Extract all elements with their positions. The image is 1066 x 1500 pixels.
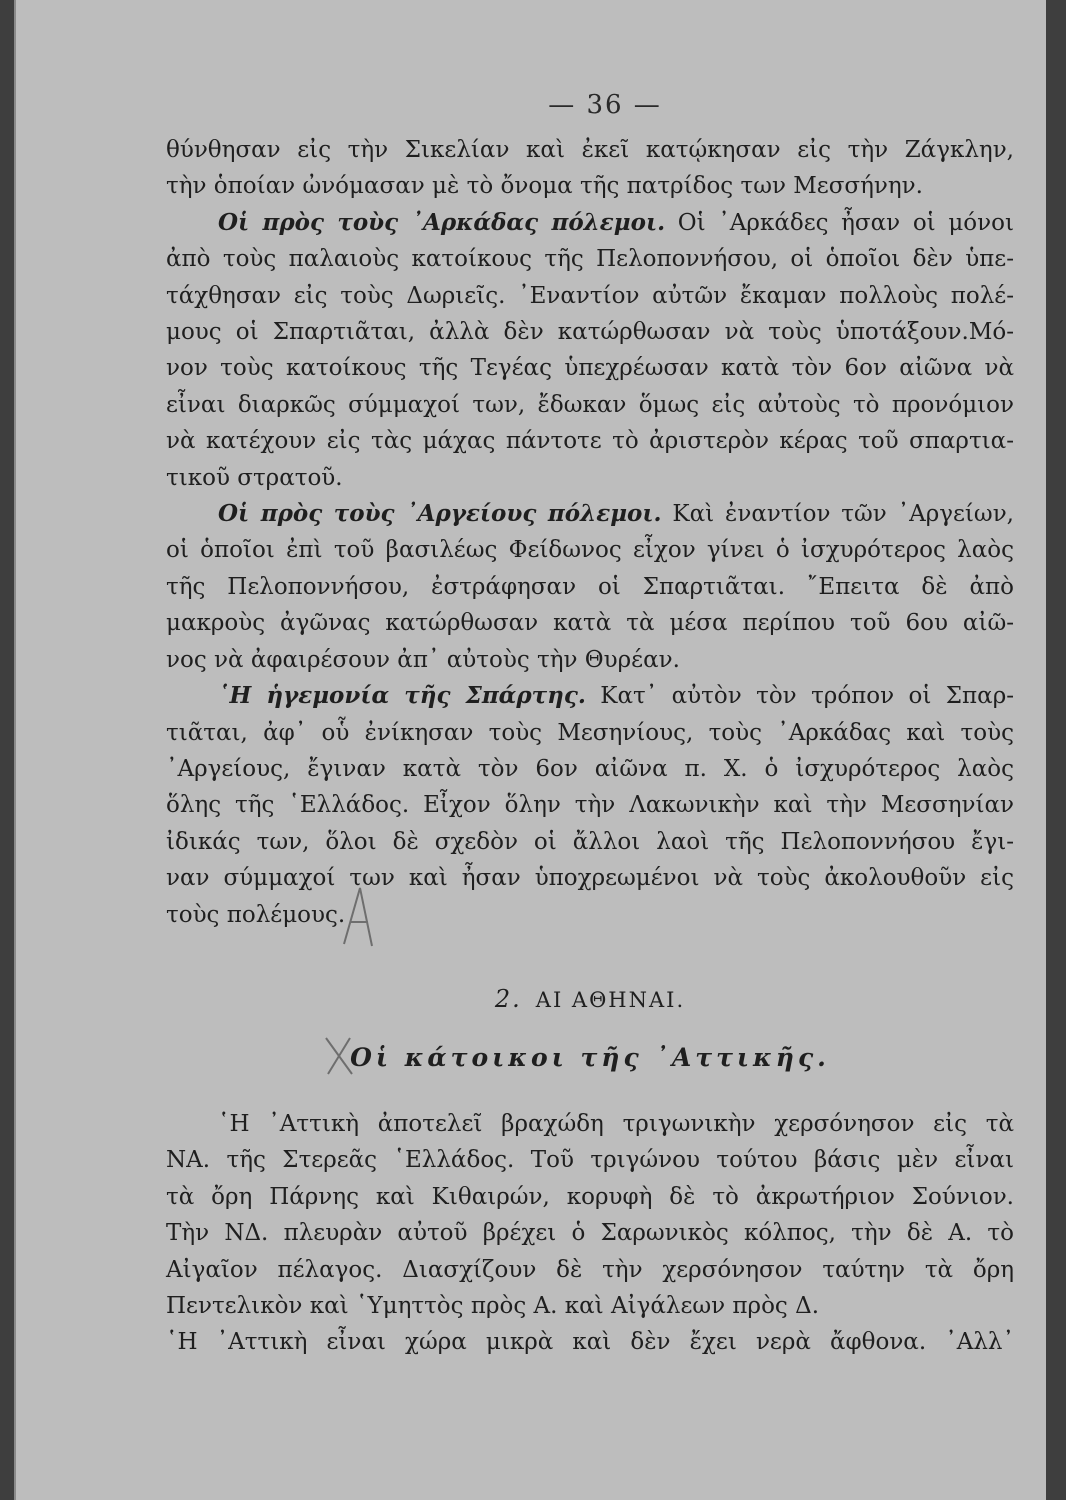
paragraph-heading: Οἱ πρὸς τοὺς ᾿Αρκάδας πόλεμοι. <box>218 208 666 236</box>
text-line <box>166 496 1014 532</box>
text-line: τοὺς πολέμους. <box>166 901 346 928</box>
text-line: τικοῦ στρατοῦ. <box>166 464 343 491</box>
text-line: μακροὺς ἀγῶνας κατώρθωσαν κατὰ τὰ μέσα περίπου τοῦ 6ου αἰῶ- <box>166 610 1014 637</box>
text-line: ᾿Αργείους, ἔγιναν κατὰ τὸν 6ον αἰῶνα π. Χ. ὁ ἰσχυρότερος λαὸς <box>166 755 1014 782</box>
text-line: νὰ κατέχουν εἰς τὰς μάχας πάντοτε τὸ ἀριστερὸν κέρας τοῦ σπαρτια- <box>166 428 1014 455</box>
text-line: ῾Η ᾿Αττικὴ ἀποτελεῖ βραχώδη τριγωνικὴν χερσόνησον εἰς τὰ <box>218 1110 1014 1137</box>
text-line: Πεντελικὸν καὶ ῾Υμηττὸς πρὸς Α. καὶ Αἰγάλεων πρὸς Δ. <box>166 1292 820 1319</box>
text-span: Καὶ ἐναντίον τῶν ᾿Αργείων, <box>672 501 1014 528</box>
text-line: νος νὰ ἀφαιρέσουν ἀπ᾿ αὐτοὺς τὴν Θυρέαν. <box>166 646 680 673</box>
text-line: μους οἱ Σπαρτιᾶται, ἀλλὰ δὲν κατώρθωσαν νὰ τοὺς ὑποτάξουν.Μό- <box>166 319 1014 346</box>
pencil-x-icon <box>322 1034 358 1078</box>
text-line: ἰδικάς των, ὅλοι δὲ σχεδὸν οἱ ἄλλοι λαοὶ τῆς Πελοποννήσου ἔγι- <box>166 828 1014 855</box>
text-line: τὰ ὄρη Πάρνης καὶ Κιθαιρών, κορυφὴ δὲ τὸ ἀκρωτήριον Σούνιον. <box>166 1183 1014 1210</box>
text-line <box>166 205 1014 241</box>
paragraph-1 <box>166 132 1014 205</box>
text-line: τιᾶται, ἀφ᾿ οὗ ἐνίκησαν τοὺς Μεσηνίους, τοὺς ᾿Αρκάδας καὶ τοὺς <box>166 719 1014 746</box>
text-line: τάχθησαν εἰς τοὺς Δωριεῖς. ᾿Εναντίον αὐτῶν ἔκαμαν πολλοὺς πολέ- <box>166 282 1014 309</box>
section-title <box>166 985 1014 1013</box>
text-line: Τὴν ΝΔ. πλευρὰν αὐτοῦ βρέχει ὁ Σαρωνικὸς κόλπος, τὴν δὲ Α. τὸ <box>166 1220 1014 1247</box>
text-line: νον τοὺς κατοίκους τῆς Τεγέας ὑπεχρέωσαν κατὰ τὸν 6ον αἰῶνα νὰ <box>166 355 1014 382</box>
text-line: ΝΑ. τῆς Στερεᾶς ῾Ελλάδος. Τοῦ τριγώνου τούτου βάσις μὲν εἶναι <box>166 1147 1014 1174</box>
text-line: τῆς Πελοποννήσου, ἐστράφησαν οἱ Σπαρτιᾶται. ῎Επειτα δὲ ἀπὸ <box>166 573 1014 600</box>
book-page <box>14 0 1046 1500</box>
text-line: οἱ ὁποῖοι ἐπὶ τοῦ βασιλέως Φείδωνος εἶχον γίνει ὁ ἰσχυρότερος λαὸς <box>166 537 1014 564</box>
text-line <box>166 678 1014 714</box>
paragraph-arkades <box>166 205 1014 496</box>
paragraph-heading: ῾Η ἡγεμονία τῆς Σπάρτης. <box>218 682 586 710</box>
paragraph-attica-2 <box>166 1324 1014 1360</box>
text-line: ῾Η ᾿Αττικὴ εἶναι χώρα μικρὰ καὶ δὲν ἔχει νερὰ ἄφθονα. ᾿Αλλ᾿ <box>166 1329 1014 1356</box>
paragraph-argeioi <box>166 496 1014 678</box>
page-content <box>166 90 1014 1361</box>
page-number: — 36 — <box>548 90 662 120</box>
paragraph-heading: Οἱ πρὸς τοὺς ᾿Αργείους πόλεμοι. <box>218 500 662 528</box>
paragraph-hegemonia <box>166 678 1014 933</box>
section-name: ΑΙ ΑΘΗΝΑΙ. <box>535 987 686 1012</box>
section-number: 2. <box>494 984 522 1013</box>
text-span: Κατ᾿ αὐτὸν τὸν τρόπον οἱ Σπαρ- <box>600 683 1014 710</box>
text-line: ναν σύμμαχοί των καὶ ἦσαν ὑποχρεωμένοι νὰ τοὺς ἀκολουθοῦν εἰς <box>166 865 1014 892</box>
subheading: Οἱ κάτοικοι τῆς ᾿Αττικῆς. <box>350 1042 830 1072</box>
paragraph-attica <box>166 1106 1014 1324</box>
text-line: τὴν ὁποίαν ὠνόμασαν μὲ τὸ ὄνομα τῆς πατρίδος των Μεσσήνην. <box>166 173 923 200</box>
text-line: ἀπὸ τοὺς παλαιοὺς κατοίκους τῆς Πελοποννήσου, οἱ ὁποῖοι δὲν ὑπε- <box>166 246 1014 273</box>
text-line: ὅλης τῆς ῾Ελλάδος. Εἶχον ὅλην τὴν Λακωνικὴν καὶ τὴν Μεσσηνίαν <box>166 792 1014 819</box>
text-line: Αἰγαῖον πέλαγος. Διασχίζουν δὲ τὴν χερσόνησον ταύτην τὰ ὄρη <box>166 1256 1014 1283</box>
text-line: θύνθησαν εἰς τὴν Σικελίαν καὶ ἐκεῖ κατῴκησαν εἰς τὴν Ζάγκλην, <box>166 137 1014 163</box>
text-span: Οἱ ᾿Αρκάδες ἦσαν οἱ μόνοι <box>677 209 1014 236</box>
pencil-mark-icon <box>338 882 378 952</box>
text-line: εἶναι διαρκῶς σύμμαχοί των, ἔδωκαν ὅμως εἰς αὐτοὺς τὸ προνόμιον <box>166 391 1014 418</box>
